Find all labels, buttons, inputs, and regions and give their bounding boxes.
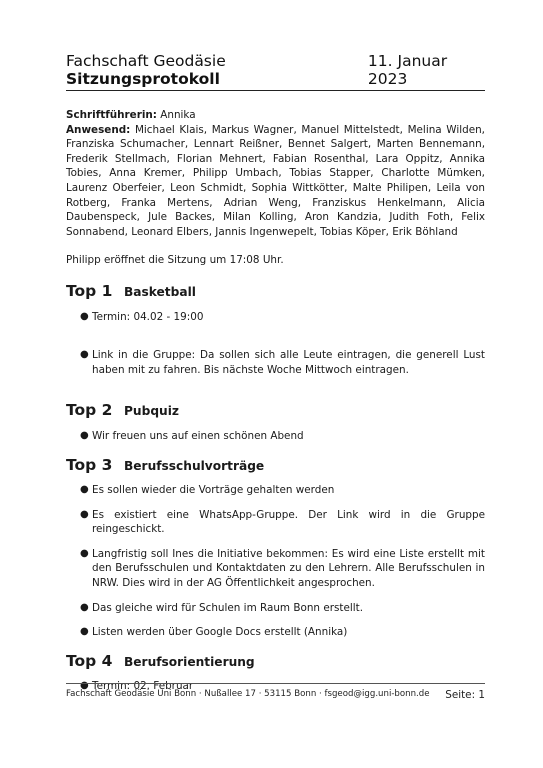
opening-line: Philipp eröffnet die Sitzung um 17:08 Uhr. bbox=[66, 254, 284, 267]
page-footer bbox=[66, 689, 485, 701]
bullet-icon: ● bbox=[80, 547, 89, 559]
page-number: Seite: 1 bbox=[445, 689, 485, 701]
attendees-list: Michael Klais, Markus Wagner, Manuel Mittelstedt, Melina Wilden, Franziska Schumacher, Lennart Reißner, Bennet Salgert, Marten Bennemann, Frederik Stellmach, Florian Mehnert, Fabian Rosenthal, Lara Oppitz, Annika Tobies, Anna Kremer, Philipp Umbach, Tobias Stapper, Charlotte Mümken, Laurenz Oberfeier, Leon Schmidt, Sophia Wittkötter, Malte Philipen, Leila von Rotberg, Franka Mertens, Adrian Weng, Franziskus Henkelmann, Alicia Daubenspeck, Jule Backes, Milan Kolling, Aron Kandzia, Judith Foth, Felix Sonnabend, Leonard Elbers, Jannis Ingenwepelt, Tobias Köper, Erik Böhland bbox=[66, 123, 485, 238]
list-item-text: Es sollen wieder die Vorträge gehalten werden bbox=[92, 484, 335, 497]
attendees-label: Anwesend: bbox=[66, 123, 131, 136]
top-1-heading bbox=[66, 281, 485, 300]
list-item-text: Es existiert eine WhatsApp-Gruppe. Der Link wird in die Gruppe reingeschickt. bbox=[92, 508, 485, 536]
page-header bbox=[66, 52, 485, 88]
top-2-heading bbox=[66, 403, 485, 419]
top-title: Pubquiz bbox=[124, 404, 180, 419]
meta-block bbox=[66, 108, 485, 239]
list-item bbox=[66, 429, 485, 444]
bullet-icon: ● bbox=[80, 484, 89, 496]
list-item bbox=[66, 601, 485, 616]
top-number: Top 4 bbox=[66, 651, 113, 670]
list-item-text: Wir freuen uns auf einen schönen Abend bbox=[92, 429, 304, 442]
list-item-text: Termin: 04.02 - 19:00 bbox=[92, 310, 204, 323]
bullet-icon: ● bbox=[80, 508, 89, 520]
list-item-text: Das gleiche wird für Schulen im Raum Bonn erstellt. bbox=[92, 601, 364, 614]
list-item-text: Termin: 02. Februar bbox=[92, 680, 194, 693]
header-left bbox=[66, 52, 368, 88]
top-title: Berufsorientierung bbox=[124, 654, 255, 669]
footer-divider bbox=[66, 683, 485, 684]
attendees-line bbox=[66, 123, 485, 240]
top-number: Top 2 bbox=[66, 401, 113, 420]
bullet-icon: ● bbox=[80, 601, 89, 613]
list-item bbox=[66, 483, 485, 498]
bullet-icon: ● bbox=[80, 310, 89, 322]
scribe-label: Schriftführerin: bbox=[66, 109, 157, 121]
header-org: Fachschaft Geodäsie bbox=[66, 52, 226, 70]
list-item-text: Listen werden über Google Docs erstellt (Annika) bbox=[92, 626, 348, 639]
bullet-icon: ● bbox=[80, 680, 89, 692]
header-doc-type: Sitzungsprotokoll bbox=[66, 70, 220, 88]
footer-address: Fachschaft Geodäsie Uni Bonn · Nußallee 17 · 53115 Bonn · fsgeod@igg.uni-bonn.de bbox=[66, 689, 430, 699]
top-title: Basketball bbox=[124, 284, 196, 299]
list-item-text: Langfristig soll Ines die Initiative bekommen: Es wird eine Liste erstellt mit den Berufsschulen und Kontaktdaten zu den Lehrern. Alle Berufsschulen in NRW. Dies wird in der AG Öffentlichkeit angesprochen. bbox=[92, 547, 485, 590]
list-item bbox=[66, 508, 485, 537]
top-title: Berufsschulvorträge bbox=[124, 458, 265, 473]
list-item bbox=[66, 547, 485, 591]
header-date: 11. Januar 2023 bbox=[367, 52, 448, 88]
top-number: Top 3 bbox=[66, 455, 113, 474]
top-4-heading bbox=[66, 651, 485, 670]
top-3-items bbox=[66, 483, 485, 640]
list-item bbox=[66, 625, 485, 640]
bullet-icon: ● bbox=[80, 349, 89, 361]
scribe-line bbox=[66, 108, 485, 123]
header-divider bbox=[66, 90, 485, 91]
list-item-text: Link in die Gruppe: Da sollen sich alle Leute eintragen, die generell Lust haben mit zu fahren. Bis nächste Woche Mittwoch eintragen. bbox=[92, 349, 485, 376]
document-body bbox=[66, 108, 485, 704]
top-1-items bbox=[66, 310, 485, 378]
list-item bbox=[66, 310, 485, 325]
bullet-icon: ● bbox=[80, 429, 89, 441]
top-number: Top 1 bbox=[66, 281, 113, 300]
scribe-name: Annika bbox=[160, 109, 196, 121]
bullet-icon: ● bbox=[80, 626, 89, 638]
top-2-items bbox=[66, 429, 485, 444]
list-item bbox=[66, 348, 485, 377]
top-3-heading bbox=[66, 455, 485, 474]
